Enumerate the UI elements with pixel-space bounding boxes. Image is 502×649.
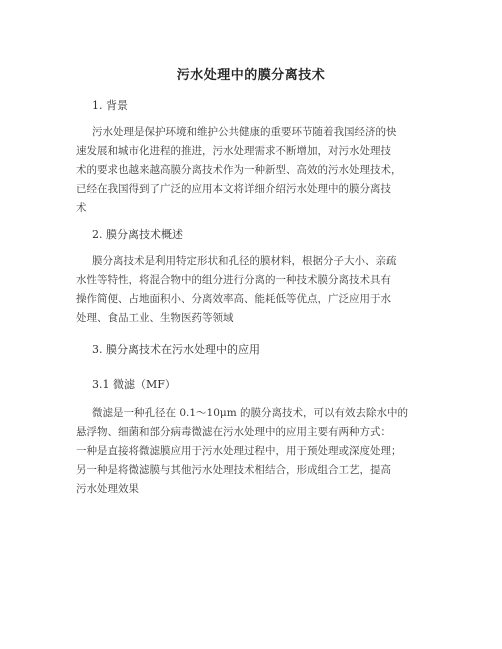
paragraph-line: 污水处理效果 xyxy=(76,483,139,495)
paragraph-line: 污水处理是保护环境和维护公共健康的重要环节随着我国经济的快 xyxy=(92,126,397,138)
paragraph-line: 另一种是将微滤膜与其他污水处理技术相结合，形成组合工艺，提高 xyxy=(76,464,391,476)
paragraph-line: 已经在我国得到了广泛的应用本文将详细介绍污水处理中的膜分离技 xyxy=(76,183,391,195)
paragraph-line: 一种是直接将微滤膜应用于污水处理过程中，用于预处理或深度处理； xyxy=(76,445,402,457)
paragraph-line: 悬浮物、细菌和部分病毒微滤在污水处理中的应用主要有两种方式： xyxy=(76,426,391,438)
paragraph-line: 术的要求也越来越高膜分离技术作为一种新型、高效的污水处理技术， xyxy=(76,164,402,176)
paragraph-line: 速发展和城市化进程的推进，污水处理需求不断增加，对污水处理技 xyxy=(76,145,391,157)
section-heading-overview: 2. 膜分离技术概述 xyxy=(92,228,183,241)
paragraph-line: 术 xyxy=(76,202,87,214)
section-heading-application: 3. 膜分离技术在污水处理中的应用 xyxy=(92,343,260,356)
paragraph-line: 操作简便、占地面积小、分离效率高、能耗低等优点，广泛应用于水 xyxy=(76,293,391,305)
document-title: 污水处理中的膜分离技术 xyxy=(176,68,326,83)
section-heading-background: 1. 背景 xyxy=(92,99,128,112)
paragraph-line: 膜分离技术是利用特定形状和孔径的膜材料，根据分子大小、亲疏 xyxy=(92,255,397,267)
paragraph-line: 微滤是一种孔径在 0.1～10μm 的膜分离技术，可以有效去除水中的 xyxy=(92,407,409,419)
paragraph-line: 处理、食品工业、生物医药等领域 xyxy=(76,312,234,324)
paragraph-line: 水性等特性，将混合物中的组分进行分离的一种技术膜分离技术具有 xyxy=(76,274,391,286)
section-heading-microfiltration: 3.1 微滤（MF） xyxy=(92,378,176,391)
